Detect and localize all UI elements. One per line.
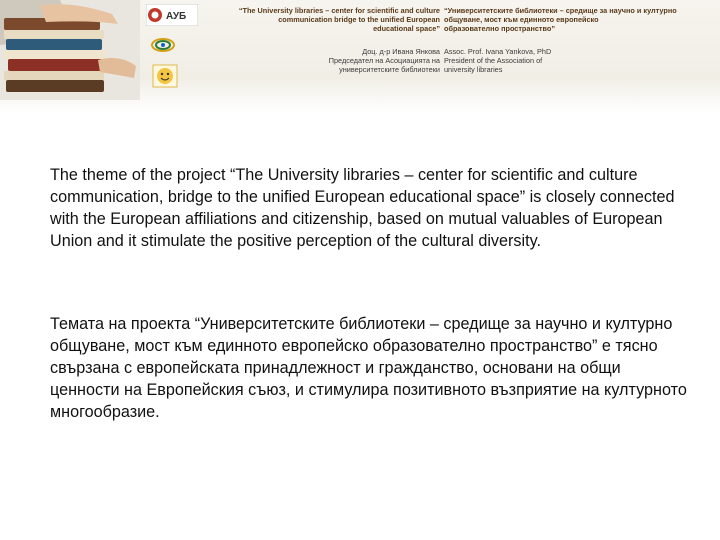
paragraph-english: The theme of the project “The University libraries – center for scientific and culture communication, bridge to the unified European educational space” is closely connected with the European affiliations and citizenship, based on mutual valuables of European Union and it stimulate the positive perception of the cultural diversity. <box>50 166 675 250</box>
ayb-logo <box>146 4 198 26</box>
stack-of-books-image <box>0 0 140 100</box>
swirl-logo <box>150 36 176 54</box>
header-author-en: Assoc. Prof. Ivana Yankova, PhD President of the Association of university libraries <box>444 47 552 74</box>
ayb-logo-text: АУБ <box>166 11 187 22</box>
smiley-logo <box>152 64 178 88</box>
header-right-column <box>444 6 704 74</box>
logo-column <box>140 4 200 90</box>
header-title-bg: “Университетските библиотеки – средище за научно и културно общуване, мост към единното европейско образователно пространство” <box>444 6 677 33</box>
header-banner <box>0 0 720 112</box>
paragraph-bulgarian: Темата на проекта “Университетските библиотеки – средище за научно и културно общуване, мост към единното европейско образователно пространство” е тясно свързана с европейската принадлежност и гражданство, основани на общи ценности на Европейския съюз, и стимулира позитивното възприятие на културното многообразие. <box>50 315 687 421</box>
header-author-bg: Доц. д-р Ивана Янкова Председател на Асоциацията на университетските библиотеки <box>328 47 440 74</box>
header-left-column <box>208 6 440 74</box>
header-title-en: “The University libraries – center for scientific and culture communication bridge to the unified European educational space” <box>238 6 440 33</box>
